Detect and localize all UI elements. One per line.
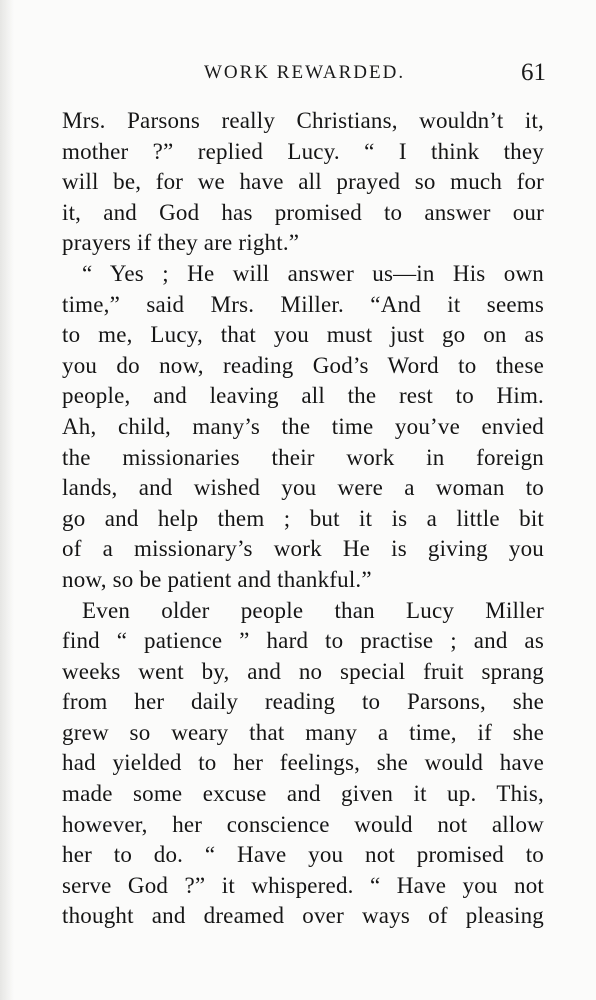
text-line: her to do. “ Have you not promised to <box>62 842 544 868</box>
text-line: grew so weary that many a time, if she <box>62 719 544 745</box>
page-edge-shadow <box>0 0 14 1000</box>
text-line: it, and God has promised to answer our <box>62 199 544 225</box>
text-line: find “ patience ” hard to practise ; and as <box>62 628 544 654</box>
text-line: made some excuse and given it up. This, <box>62 781 544 807</box>
page-number: 61 <box>521 59 546 86</box>
text-line: of a missionary’s work He is giving you <box>62 536 544 562</box>
text-line: time,” said Mrs. Miller. “And it seems <box>62 291 544 317</box>
text-line: “ Yes ; He will answer us—in His own <box>82 260 544 286</box>
text-line: serve God ?” it whispered. “ Have you not <box>62 872 544 898</box>
text-line: prayers if they are right.” <box>62 230 300 256</box>
text-line: lands, and wished you were a woman to <box>62 475 544 501</box>
text-line: you do now, reading God’s Word to these <box>62 352 544 378</box>
text-line: go and help them ; but it is a little bit <box>62 505 544 531</box>
text-line: now, so be patient and thankful.” <box>62 566 372 592</box>
text-line: will be, for we have all prayed so much for <box>62 169 544 195</box>
text-line: thought and dreamed over ways of pleasing <box>62 903 544 929</box>
text-line: from her daily reading to Parsons, she <box>62 689 544 715</box>
text-line: to me, Lucy, that you must just go on as <box>62 322 544 348</box>
text-line: people, and leaving all the rest to Him. <box>62 383 544 409</box>
body-text <box>62 106 544 932</box>
running-head-title: WORK REWARDED. <box>204 62 406 83</box>
text-line: Ah, child, many’s the time you’ve envied <box>62 413 544 439</box>
text-line: the missionaries their work in foreign <box>62 444 544 470</box>
text-line: mother ?” replied Lucy. “ I think they <box>62 138 544 164</box>
text-line: however, her conscience would not allow <box>62 811 544 837</box>
text-line: weeks went by, and no special fruit sprang <box>62 658 544 684</box>
text-line: had yielded to her feelings, she would have <box>62 750 544 776</box>
text-line: Mrs. Parsons really Christians, wouldn’t it, <box>62 108 544 133</box>
running-head <box>58 59 546 92</box>
text-line: Even older people than Lucy Miller <box>82 597 544 623</box>
